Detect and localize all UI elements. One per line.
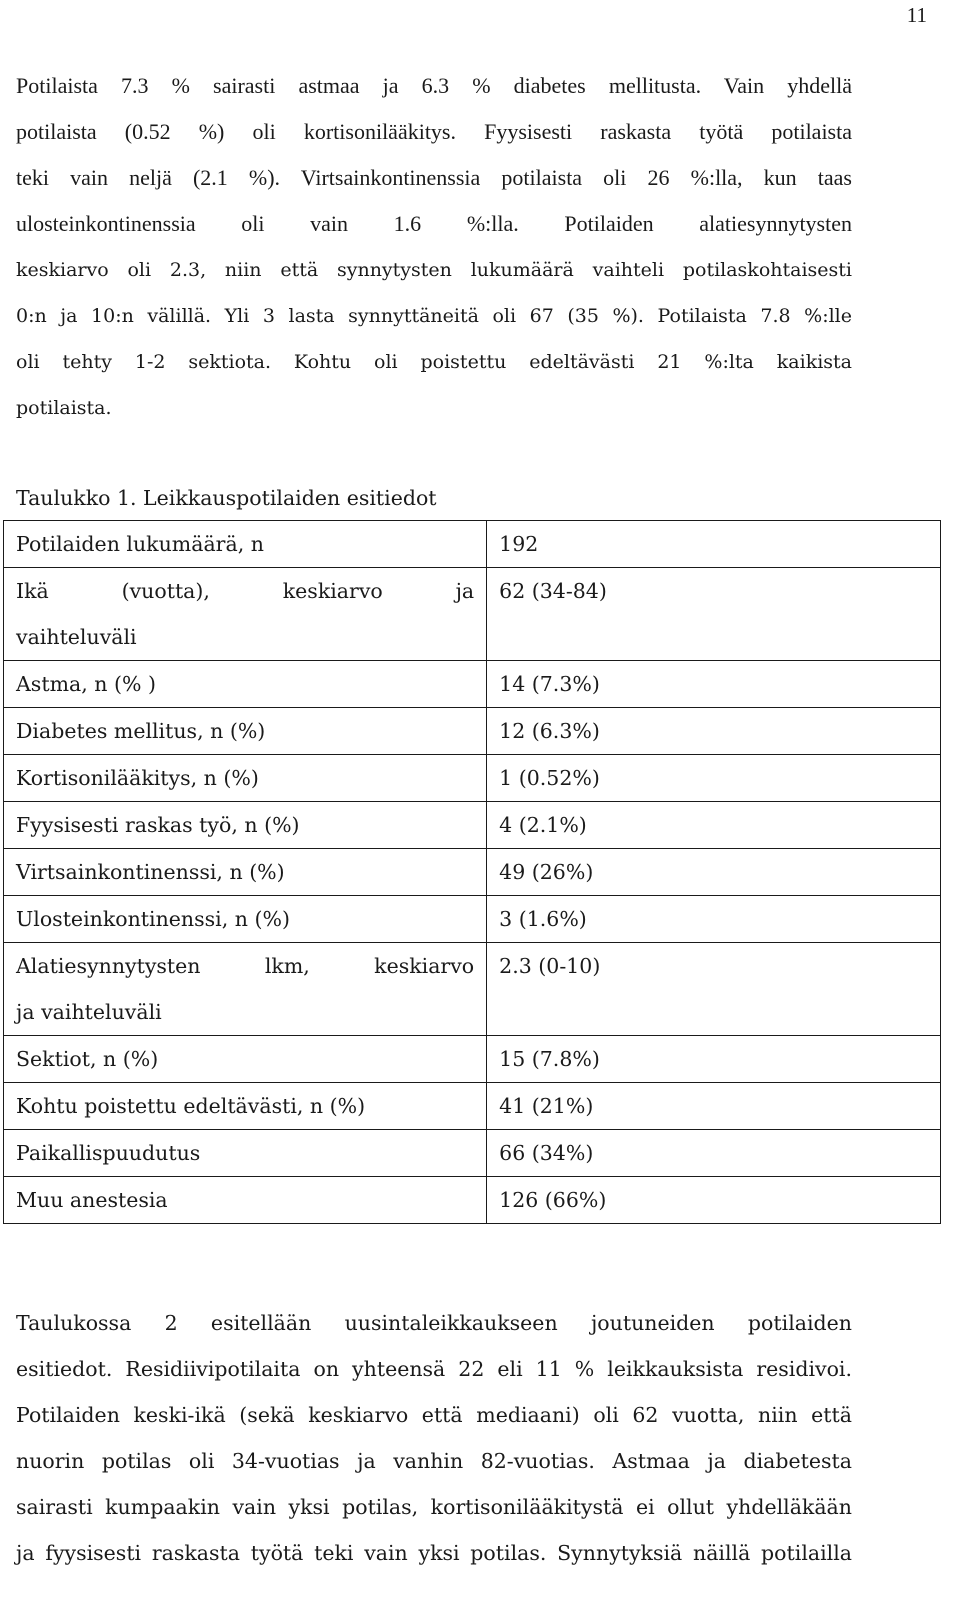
row-label: Sektiot, n (%): [4, 1036, 487, 1083]
row-value: 66 (34%): [487, 1130, 941, 1177]
table-row: [4, 943, 941, 1036]
results-paragraph: [16, 1300, 852, 1576]
row-label: Fyysisesti raskas työ, n (%): [4, 802, 487, 849]
table-row: [4, 661, 941, 708]
paragraph-line: Taulukossa 2 esitellään uusintaleikkaukseen joutuneiden potilaiden: [16, 1311, 852, 1335]
row-label: Potilaiden lukumäärä, n: [4, 521, 487, 568]
table-caption: Taulukko 1. Leikkauspotilaiden esitiedot: [16, 486, 437, 510]
patient-background-table: [3, 520, 941, 1224]
table-row: [4, 521, 941, 568]
paragraph-line: potilaista (0.52 %) oli kortisonilääkitys. Fyysisesti raskasta työtä potilaista: [16, 119, 852, 144]
intro-paragraph: [16, 63, 852, 431]
paragraph-line: ulosteinkontinenssia oli vain 1.6 %:lla. Potilaiden alatiesynnytysten: [16, 211, 852, 236]
row-label: Virtsainkontinenssi, n (%): [4, 849, 487, 896]
row-value: 49 (26%): [487, 849, 941, 896]
row-value: 4 (2.1%): [487, 802, 941, 849]
paragraph-line: Potilaista 7.3 % sairasti astmaa ja 6.3 % diabetes mellitusta. Vain yhdellä: [16, 73, 852, 98]
table-row: [4, 896, 941, 943]
table-row: [4, 568, 941, 661]
row-label-line: ja vaihteluväli: [16, 1000, 162, 1024]
row-label-line: vaihteluväli: [16, 625, 137, 649]
paragraph-line: esitiedot. Residiivipotilaita on yhteensä 22 eli 11 % leikkauksista residivoi.: [16, 1357, 852, 1381]
paragraph-line: ja fyysisesti raskasta työtä teki vain yksi potilas. Synnytyksiä näillä potilailla: [16, 1541, 852, 1565]
paragraph-line: keskiarvo oli 2.3, niin että synnytysten lukumäärä vaihteli potilaskohtaisesti: [16, 259, 852, 281]
row-label: Ulosteinkontinenssi, n (%): [4, 896, 487, 943]
table-row: [4, 1083, 941, 1130]
row-label: Kortisonilääkitys, n (%): [4, 755, 487, 802]
table-row: [4, 1130, 941, 1177]
row-value: 41 (21%): [487, 1083, 941, 1130]
row-value: 2.3 (0-10): [487, 943, 941, 1036]
row-label: Paikallispuudutus: [4, 1130, 487, 1177]
row-value: 15 (7.8%): [487, 1036, 941, 1083]
paragraph-line: potilaista.: [16, 397, 112, 419]
table-row: [4, 755, 941, 802]
table-row: [4, 708, 941, 755]
page-number: 11: [906, 3, 927, 27]
table-row: [4, 1036, 941, 1083]
paragraph-line: teki vain neljä (2.1 %). Virtsainkontinenssia potilaista oli 26 %:lla, kun taas: [16, 165, 852, 190]
row-label: [4, 568, 487, 661]
row-label: Astma, n (% ): [4, 661, 487, 708]
row-value: 1 (0.52%): [487, 755, 941, 802]
row-label: Kohtu poistettu edeltävästi, n (%): [4, 1083, 487, 1130]
row-label-line: Ikä (vuotta), keskiarvo ja: [16, 579, 475, 603]
paragraph-line: nuorin potilas oli 34-vuotias ja vanhin 82-vuotias. Astmaa ja diabetesta: [16, 1449, 852, 1473]
paragraph-line: 0:n ja 10:n välillä. Yli 3 lasta synnyttäneitä oli 67 (35 %). Potilaista 7.8 %:lle: [16, 305, 852, 327]
table-row: [4, 802, 941, 849]
row-label: Muu anestesia: [4, 1177, 487, 1224]
row-value: 14 (7.3%): [487, 661, 941, 708]
row-value: 62 (34-84): [487, 568, 941, 661]
row-value: 12 (6.3%): [487, 708, 941, 755]
paragraph-line: sairasti kumpaakin vain yksi potilas, kortisonilääkitystä ei ollut yhdelläkään: [16, 1495, 852, 1519]
paragraph-line: Potilaiden keski-ikä (sekä keskiarvo että mediaani) oli 62 vuotta, niin että: [16, 1403, 852, 1427]
paragraph-line: oli tehty 1-2 sektiota. Kohtu oli poistettu edeltävästi 21 %:lta kaikista: [16, 351, 852, 373]
table-row: [4, 1177, 941, 1224]
row-value: 3 (1.6%): [487, 896, 941, 943]
row-label-line: Alatiesynnytysten lkm, keskiarvo: [16, 954, 475, 978]
row-label: [4, 943, 487, 1036]
row-value: 192: [487, 521, 941, 568]
table-row: [4, 849, 941, 896]
row-label: Diabetes mellitus, n (%): [4, 708, 487, 755]
row-value: 126 (66%): [487, 1177, 941, 1224]
